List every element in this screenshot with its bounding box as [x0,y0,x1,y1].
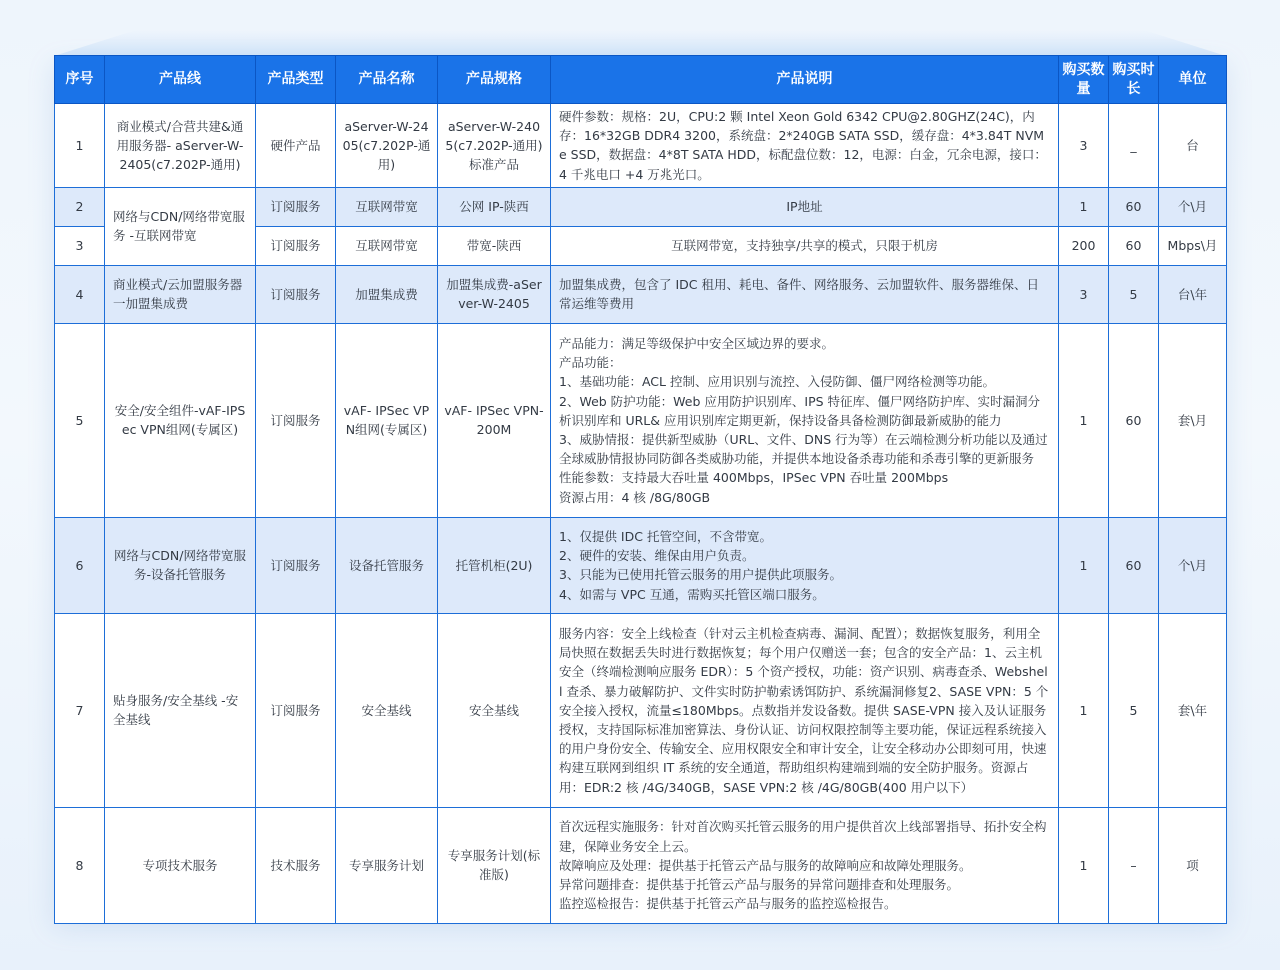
cell-no: 8 [55,807,105,923]
cell-product-line: 商业模式/合营共建&通用服务器- aServer-W-2405(c7.202P-通用) [105,104,256,188]
cell-product-spec: vAF- IPSec VPN-200M [438,323,551,517]
cell-quantity: 1 [1059,187,1109,226]
cell-product-line: 商业模式/云加盟服务器一加盟集成费 [105,265,256,323]
cell-unit: 项 [1159,807,1227,923]
cell-no: 1 [55,104,105,188]
cell-product-type: 订阅服务 [256,323,336,517]
cell-no: 4 [55,265,105,323]
desc-line: 监控巡检报告：提供基于托管云产品与服务的监控巡检报告。 [559,896,897,912]
cell-product-desc [551,517,1059,613]
desc-line: 异常问题排查：提供基于托管云产品与服务的异常问题排查和处理服务。 [559,876,960,892]
header-product-spec: 产品规格 [438,56,551,104]
cell-product-desc [551,323,1059,517]
desc-line: 2、硬件的安装、维保由用户负责。 [559,548,755,564]
header-unit: 单位 [1159,56,1227,104]
header-product-line: 产品线 [105,56,256,104]
desc-line: 性能参数：支持最大吞吐量 400Mbps，IPSec VPN 吞吐量 200Mbps [559,470,949,486]
table-header-row [55,56,1227,104]
cell-unit: Mbps\月 [1159,226,1227,265]
cell-product-type: 订阅服务 [256,187,336,226]
cell-duration: 60 [1109,517,1159,613]
cell-quantity: 200 [1059,226,1109,265]
cell-quantity: 3 [1059,104,1109,188]
cell-duration: 60 [1109,226,1159,265]
desc-line: 4、如需与 VPC 互通，需购买托管区端口服务。 [559,586,825,602]
cell-no: 5 [55,323,105,517]
cell-product-name: 加盟集成费 [336,265,438,323]
cell-product-desc [551,226,1059,265]
cell-product-line: 安全/安全组件-vAF-IPSec VPN组网(专属区) [105,323,256,517]
cell-quantity: 1 [1059,517,1109,613]
cell-product-line: 网络与CDN/网络带宽服务 -互联网带宽 [105,187,256,265]
table-row [55,517,1227,613]
cell-quantity: 1 [1059,323,1109,517]
cell-duration: 60 [1109,323,1159,517]
desc-line: 互联网带宽，支持独享/共享的模式，只限于机房 [671,238,938,254]
cell-quantity: 1 [1059,613,1109,807]
cell-product-type: 技术服务 [256,807,336,923]
cell-product-desc [551,807,1059,923]
cell-duration: 60 [1109,187,1159,226]
cell-product-name: 设备托管服务 [336,517,438,613]
cell-product-name: 互联网带宽 [336,226,438,265]
desc-line: 1、仅提供 IDC 托管空间，不含带宽。 [559,528,772,544]
table-row [55,187,1227,226]
desc-line: 加盟集成费，包含了 IDC 租用、耗电、备件、网络服务、云加盟软件、服务器维保、日常运维等费用 [559,277,1039,312]
cell-no: 7 [55,613,105,807]
cell-no: 6 [55,517,105,613]
cell-unit: 个\月 [1159,187,1227,226]
cell-product-line: 专项技术服务 [105,807,256,923]
cell-unit: 个\月 [1159,517,1227,613]
cell-product-spec: 专享服务计划(标准版) [438,807,551,923]
cell-quantity: 1 [1059,807,1109,923]
cell-duration: _ [1109,104,1159,188]
desc-line: 1、基础功能：ACL 控制、应用识别与流控、入侵防御、僵尸网络检测等功能。 [559,374,995,390]
frame-top-glow [54,30,1226,56]
cell-quantity: 3 [1059,265,1109,323]
desc-line: 产品能力：满足等级保护中安全区域边界的要求。 [559,335,835,351]
cell-product-spec: aServer-W-2405(c7.202P-通用)标准产品 [438,104,551,188]
cell-product-spec: 安全基线 [438,613,551,807]
desc-line: 资源占用：4 核 /8G/80GB [559,489,711,505]
header-quantity: 购买数量 [1059,56,1109,104]
desc-line: 硬件参数：规格：2U，CPU:2 颗 Intel Xeon Gold 6342 CPU@2.80GHZ(24C)，内存：16*32GB DDR4 3200，系统盘：2*240GB SATA SSD，缓存盘：4*3.84T NVMe SSD，数据盘：4*8T SATA HDD，标配盘位数：12，电源：白金，冗余电源，接口：4 千兆电口 +4 万兆光口。 [559,109,1047,182]
header-product-desc: 产品说明 [551,56,1059,104]
cell-product-spec: 带宽-陕西 [438,226,551,265]
cell-product-name: 安全基线 [336,613,438,807]
cell-product-line: 网络与CDN/网络带宽服务-设备托管服务 [105,517,256,613]
cell-product-name: 互联网带宽 [336,187,438,226]
table-row [55,265,1227,323]
header-duration: 购买时长 [1109,56,1159,104]
cell-product-desc [551,265,1059,323]
cell-product-spec: 托管机柜(2U) [438,517,551,613]
cell-product-spec: 加盟集成费-aServer-W-2405 [438,265,551,323]
desc-line: 首次远程实施服务：针对首次购买托管云服务的用户提供首次上线部署指导、拓扑安全构建，保障业务安全上云。 [559,819,1047,854]
cell-product-type: 硬件产品 [256,104,336,188]
table-row [55,807,1227,923]
cell-product-name: 专享服务计划 [336,807,438,923]
desc-line: 产品功能： [559,355,622,371]
desc-line: 服务内容：安全上线检查（针对云主机检查病毒、漏洞、配置）；数据恢复服务，利用全局快照在数据丢失时进行数据恢复；每个用户仅赠送一套；包含的安全产品：1、云主机安全（终端检测响应服务 EDR）：5 个资产授权，功能：资产识别、病毒查杀、Webshell 查杀、暴力破解防护、文件实时防护勒索诱饵防护、系统漏洞修复2、SASE VPN：5 个安全接入授权，流量≤180Mbps。点数指并发设备数。提供 SASE-VPN 接入及认证服务授权，支持国际标准加密算法、身份认证、访问权限控制等主要功能，保证远程系统接入的用户身份安全、传输安全、应用权限安全和审计安全，让安全移动办公即刻可用，快速构建互联网到组织 IT 系统的安全通道，帮助组织构建端到端的安全防护服务。资源占用：EDR:2 核 /4G/340GB，SASE VPN:2 核 /4G/80GB(400 用户以下） [559,625,1049,795]
cell-duration: 5 [1109,613,1159,807]
product-table [54,55,1227,924]
desc-line: 故障响应及处理：提供基于托管云产品与服务的故障响应和故障处理服务。 [559,857,972,873]
cell-product-desc [551,104,1059,188]
table-row [55,104,1227,188]
cell-product-desc [551,613,1059,807]
cell-no: 2 [55,187,105,226]
cell-product-name: aServer-W-2405(c7.202P-通用) [336,104,438,188]
cell-product-type: 订阅服务 [256,613,336,807]
header-no: 序号 [55,56,105,104]
header-product-name: 产品名称 [336,56,438,104]
desc-line: IP地址 [786,199,823,215]
table-row [55,323,1227,517]
desc-line: 2、Web 防护功能：Web 应用防护识别库、IPS 特征库、僵尸网络防护库、实时漏洞分析识别库和 URL& 应用识别库定期更新，保持设备具备检测防御最新威胁的能力 [559,393,1041,428]
cell-duration: – [1109,807,1159,923]
cell-product-type: 订阅服务 [256,517,336,613]
desc-line: 3、威胁情报：提供新型威胁（URL、文件、DNS 行为等）在云端检测分析功能以及通过全球威胁情报协同防御各类威胁功能，并提供本地设备杀毒功能和杀毒引擎的更新服务 [559,431,1048,467]
cell-product-type: 订阅服务 [256,265,336,323]
cell-unit: 套\年 [1159,613,1227,807]
cell-unit: 台 [1159,104,1227,188]
cell-product-spec: 公网 IP-陕西 [438,187,551,226]
cell-product-line: 贴身服务/安全基线 -安全基线 [105,613,256,807]
cell-unit: 台\年 [1159,265,1227,323]
cell-no: 3 [55,226,105,265]
header-product-type: 产品类型 [256,56,336,104]
desc-line: 3、只能为已使用托管云服务的用户提供此项服务。 [559,567,842,583]
cell-product-type: 订阅服务 [256,226,336,265]
cell-product-desc [551,187,1059,226]
table-row [55,613,1227,807]
cell-duration: 5 [1109,265,1159,323]
cell-unit: 套\月 [1159,323,1227,517]
cell-product-name: vAF- IPSec VPN组网(专属区) [336,323,438,517]
